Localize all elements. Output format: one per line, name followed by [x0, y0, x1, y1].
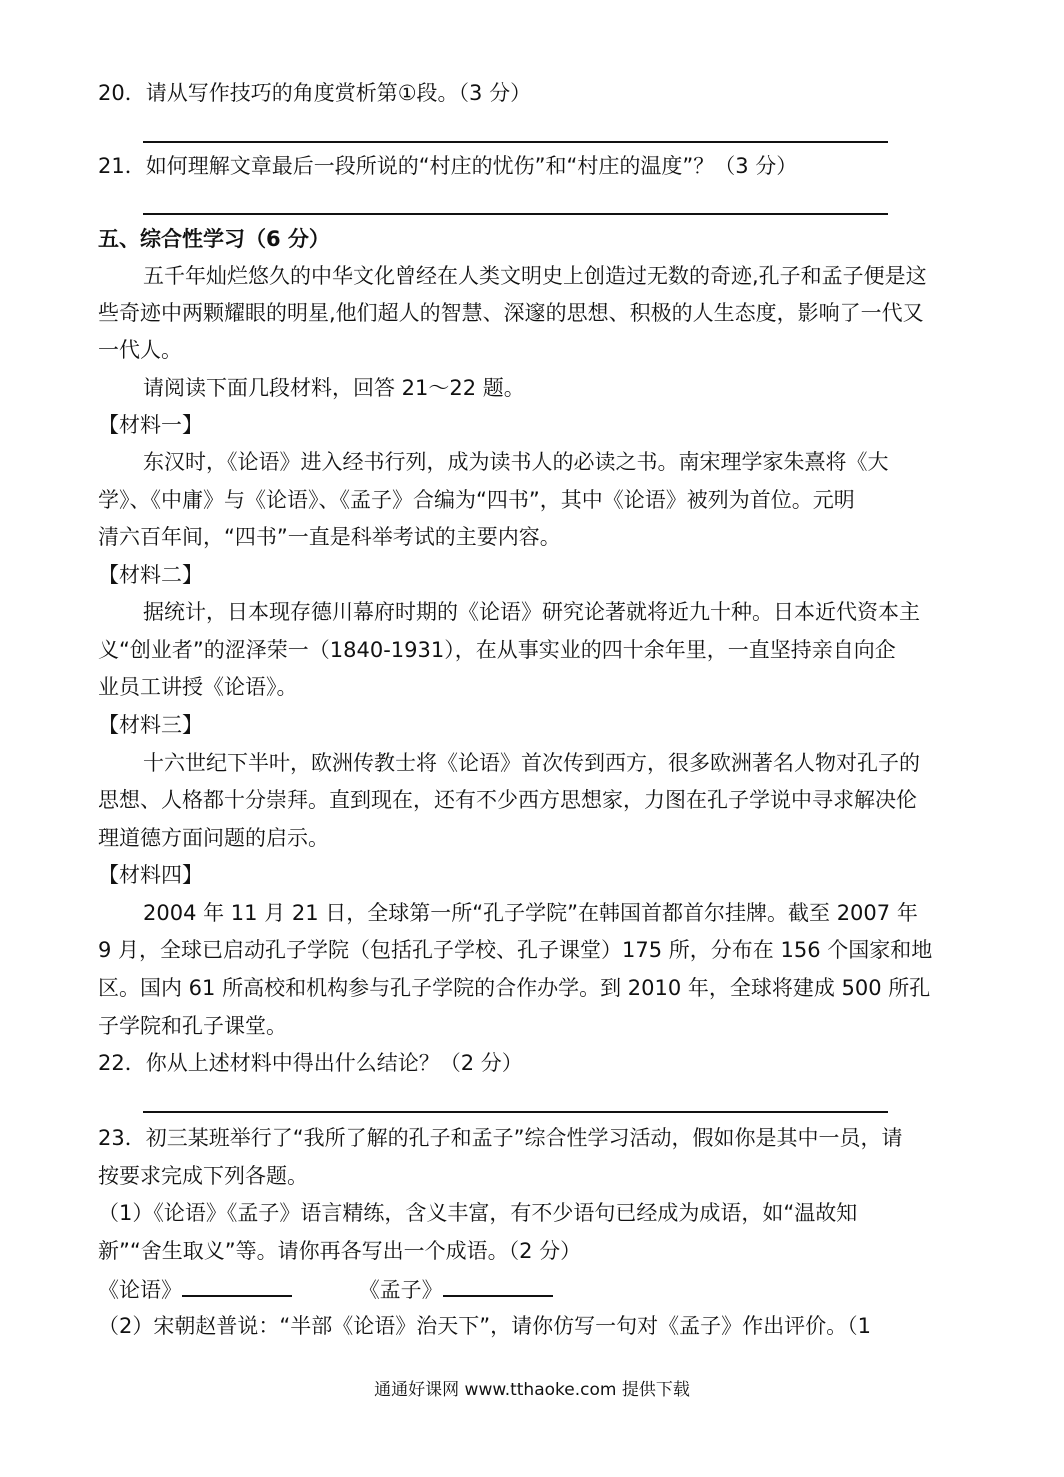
material-2-title: 【材料二】	[98, 563, 203, 587]
lunyu-label: 《论语》	[98, 1278, 182, 1302]
material-3-line-2: 思想、人格都十分崇拜。直到现在，还有不少西方思想家，力图在孔子学说中寻求解决伦	[98, 788, 917, 812]
lunyu-blank[interactable]	[182, 1273, 292, 1297]
material-2-line-1: 据统计，日本现存德川幕府时期的《论语》研究论著就将近九十种。日本近代资本主	[143, 600, 920, 624]
footer-source: 通通好课网 www.tthaoke.com 提供下载	[374, 1380, 690, 1400]
question-23-line-2: 按要求完成下列各题。	[98, 1164, 308, 1188]
material-3-line-1: 十六世纪下半叶，欧洲传教士将《论语》首次传到西方，很多欧洲著名人物对孔子的	[143, 751, 920, 775]
material-2-line-3: 业员工讲授《论语》。	[98, 675, 298, 699]
section-5-heading: 五、综合性学习（6 分）	[98, 227, 330, 251]
answer-line-21	[143, 213, 888, 215]
mengzi-blank[interactable]	[443, 1273, 553, 1297]
material-4-line-2: 9 月，全球已启动孔子学院（包括孔子学校、孔子课堂）175 所，分布在 156 个国家和地	[98, 938, 933, 962]
intro-line-3: 一代人。	[98, 338, 182, 362]
material-3-title: 【材料三】	[98, 713, 203, 737]
question-21: 21．如何理解文章最后一段所说的“村庄的忧伤”和“村庄的温度”？（3 分）	[98, 154, 798, 178]
material-3-line-3: 理道德方面问题的启示。	[98, 826, 329, 850]
question-23-line-1: 23．初三某班举行了“我所了解的孔子和孟子”综合性学习活动，假如你是其中一员，请	[98, 1126, 903, 1150]
material-1-title: 【材料一】	[98, 413, 203, 437]
question-22: 22．你从上述材料中得出什么结论？（2 分）	[98, 1051, 523, 1075]
question-20: 20．请从写作技巧的角度赏析第①段。（3 分）	[98, 81, 532, 105]
answer-line-22	[143, 1111, 888, 1113]
material-4-line-3: 区。国内 61 所高校和机构参与孔子学院的合作办学。到 2010 年，全球将建成 500 所孔	[98, 976, 931, 1000]
answer-line-20	[143, 141, 888, 143]
read-instruction: 请阅读下面几段材料，回答 21～22 题。	[143, 376, 525, 400]
material-1-line-1: 东汉时，《论语》进入经书行列，成为读书人的必读之书。南宋理学家朱熹将《大	[143, 450, 889, 474]
mengzi-label: 《孟子》	[358, 1278, 443, 1302]
intro-line-2: 些奇迹中两颗耀眼的明星,他们超人的智慧、深邃的思想、积极的人生态度，影响了一代又	[98, 301, 924, 325]
material-1-line-3: 清六百年间，“四书”一直是科举考试的主要内容。	[98, 525, 561, 549]
idiom-blanks	[98, 1273, 613, 1305]
question-23-2: （2）宋朝赵普说：“半部《论语》治天下”，请你仿写一句对《孟子》作出评价。（1	[98, 1314, 871, 1338]
intro-line-1: 五千年灿烂悠久的中华文化曾经在人类文明史上创造过无数的奇迹,孔子和孟子便是这	[143, 264, 927, 288]
material-1-line-2: 学》、《中庸》与《论语》、《孟子》合编为“四书”，其中《论语》被列为首位。元明	[98, 488, 855, 512]
question-23-1-line-2: 新”“舍生取义”等。请你再各写出一个成语。（2 分）	[98, 1239, 582, 1263]
material-4-line-1: 2004 年 11 月 21 日，全球第一所“孔子学院”在韩国首都首尔挂牌。截至 2007 年	[143, 901, 918, 925]
material-2-line-2: 义“创业者”的涩泽荣一（1840-1931），在从事实业的四十余年里，一直坚持亲自向企	[98, 638, 896, 662]
material-4-title: 【材料四】	[98, 863, 203, 887]
material-4-line-4: 子学院和孔子课堂。	[98, 1014, 287, 1038]
question-23-1-line-1: （1）《论语》《孟子》语言精练，含义丰富，有不少语句已经成为成语，如“温故知	[98, 1201, 858, 1225]
